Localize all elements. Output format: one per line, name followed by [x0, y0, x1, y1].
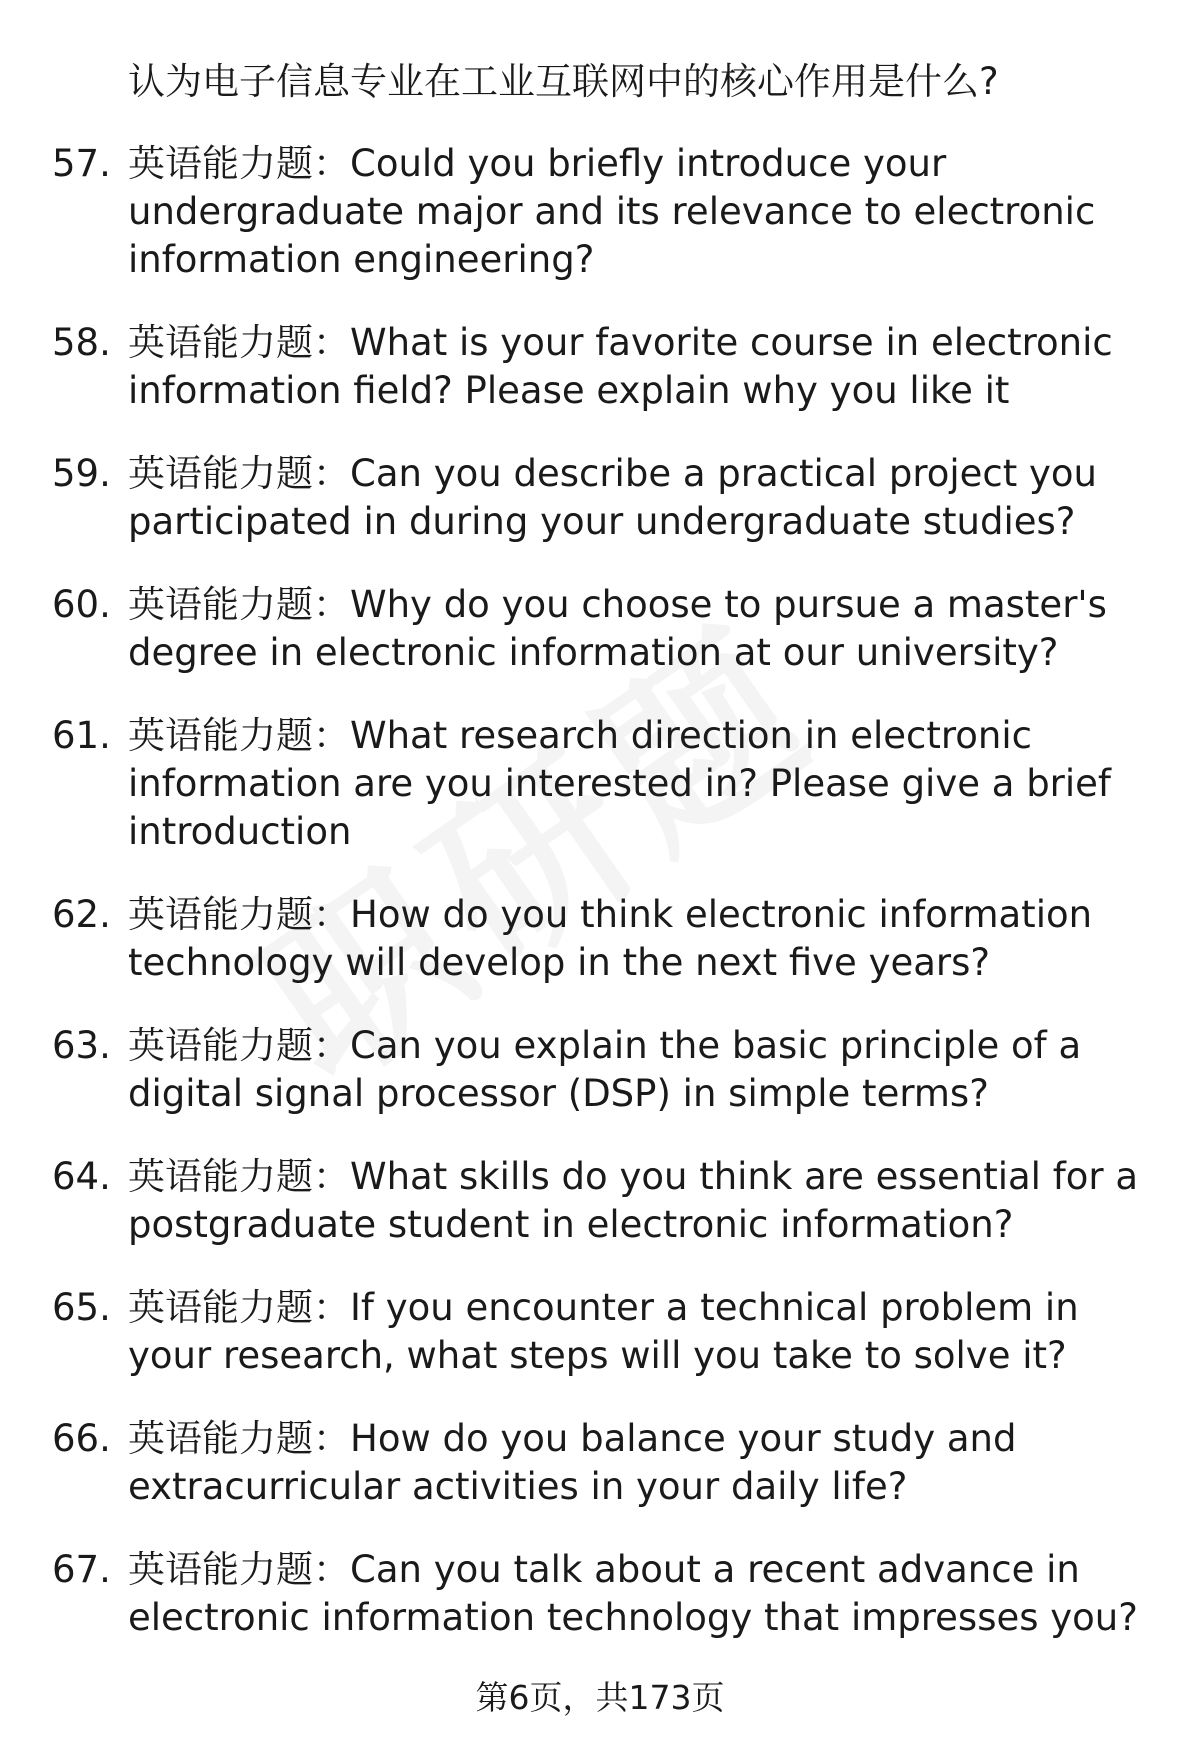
question-text: Could you briefly introduce your undergraduate major and its relevance to electronic information engineering?: [128, 142, 1096, 281]
question-body: [128, 1415, 1148, 1511]
question-category: 英语能力题：: [128, 452, 350, 495]
question-number: 66.: [52, 1417, 111, 1460]
question-text: What skills do you think are essential for a postgraduate student in electronic information?: [128, 1155, 1139, 1246]
question-body: [128, 1153, 1148, 1249]
question-list: [0, 140, 1200, 1677]
question-text: What research direction in electronic information are you interested in? Please give a brief introduction: [128, 714, 1111, 853]
question-number: 61.: [52, 714, 111, 757]
question-item: [0, 891, 1200, 987]
question-number: 67.: [52, 1548, 111, 1591]
question-category: 英语能力题：: [128, 893, 350, 936]
question-body: [128, 1546, 1148, 1642]
page-footer: 第6页，共173页: [475, 1678, 725, 1717]
question-body: [128, 581, 1148, 677]
question-number: 65.: [52, 1286, 111, 1329]
question-category: 英语能力题：: [128, 1417, 350, 1460]
question-category: 英语能力题：: [128, 1024, 350, 1067]
question-item: [0, 140, 1200, 284]
question-text: What is your favorite course in electronic information field? Please explain why you like it: [128, 321, 1113, 412]
question-item: [0, 581, 1200, 677]
question-item: [0, 1022, 1200, 1118]
question-number: 64.: [52, 1155, 111, 1198]
question-number: 58.: [52, 321, 111, 364]
question-text: Can you talk about a recent advance in electronic information technology that impresses you?: [128, 1548, 1138, 1639]
question-item: [0, 1153, 1200, 1249]
question-item: [0, 712, 1200, 856]
question-category: 英语能力题：: [128, 583, 350, 626]
question-body: [128, 1022, 1148, 1118]
question-text: Can you describe a practical project you participated in during your undergraduate studies?: [128, 452, 1097, 543]
question-number: 57.: [52, 142, 111, 185]
question-text: How do you balance your study and extracurricular activities in your daily life?: [128, 1417, 1017, 1508]
continued-question-text: 认为电子信息专业在工业互联网中的核心作用是什么?: [128, 60, 999, 103]
question-category: 英语能力题：: [128, 1155, 350, 1198]
question-number: 60.: [52, 583, 111, 626]
question-text: Can you explain the basic principle of a digital signal processor (DSP) in simple terms?: [128, 1024, 1082, 1115]
question-number: 59.: [52, 452, 111, 495]
question-body: [128, 1284, 1148, 1380]
question-number: 63.: [52, 1024, 111, 1067]
question-text: How do you think electronic information technology will develop in the next five years?: [128, 893, 1093, 984]
question-category: 英语能力题：: [128, 321, 350, 364]
question-text: Why do you choose to pursue a master's degree in electronic information at our university?: [128, 583, 1107, 674]
question-text: If you encounter a technical problem in your research, what steps will you take to solve it?: [128, 1286, 1079, 1377]
question-body: [128, 712, 1148, 856]
question-category: 英语能力题：: [128, 142, 350, 185]
question-item: [0, 1284, 1200, 1380]
question-body: [128, 319, 1148, 415]
question-body: [128, 891, 1148, 987]
question-item: [0, 319, 1200, 415]
question-category: 英语能力题：: [128, 714, 350, 757]
question-item: [0, 1415, 1200, 1511]
question-number: 62.: [52, 893, 111, 936]
question-body: [128, 140, 1148, 284]
question-body: [128, 450, 1148, 546]
question-category: 英语能力题：: [128, 1548, 350, 1591]
question-item: [0, 450, 1200, 546]
question-item: [0, 1546, 1200, 1642]
question-category: 英语能力题：: [128, 1286, 350, 1329]
